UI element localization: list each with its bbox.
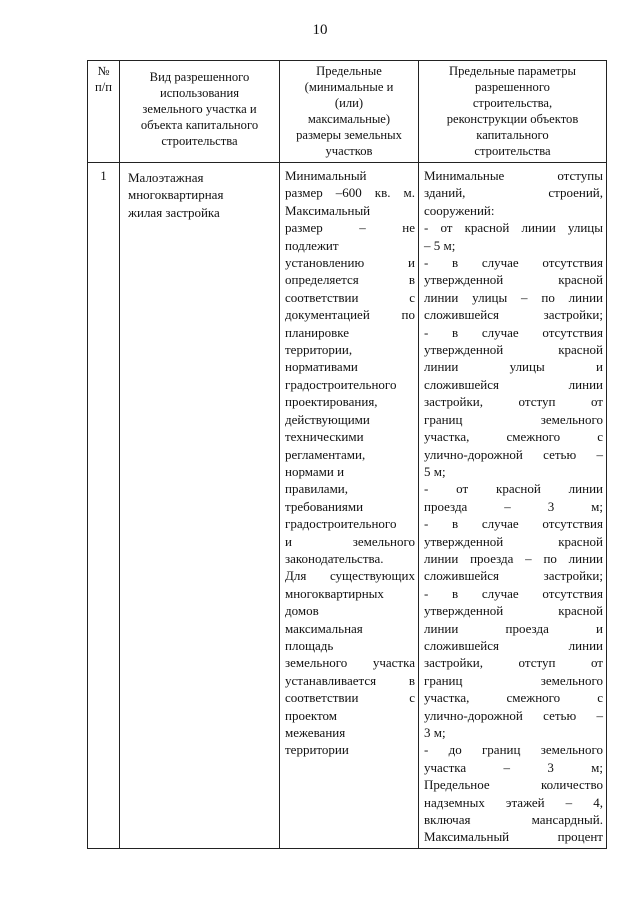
text-line: - от красной линии улицы	[424, 220, 603, 236]
text-line: включая мансардный.	[424, 812, 603, 828]
text-line: сложившейся застройки;	[424, 307, 603, 323]
text-line: размер – не	[285, 220, 415, 236]
text-line: площадь	[285, 637, 334, 653]
text-line: - до границ земельного	[424, 742, 603, 758]
text-line: объекта капитального	[140, 118, 259, 132]
text-line: Предельные	[316, 64, 382, 78]
text-line: многоквартирная	[128, 187, 224, 203]
text-line: правилами,	[285, 481, 349, 497]
text-line: Максимальный	[285, 202, 371, 218]
text-line: сложившейся застройки;	[424, 568, 603, 584]
text-line: строительства,	[472, 96, 553, 110]
text-line: техническими	[285, 429, 364, 445]
text-line: Для существующих	[285, 568, 415, 584]
text-line: установлению и	[285, 255, 415, 271]
text-line: Минимальный	[285, 168, 367, 183]
text-line: планировке	[285, 324, 350, 340]
text-line: нормами и	[285, 463, 345, 479]
text-line: линии улицы – по линии	[424, 289, 603, 305]
text-line: домов	[285, 603, 319, 619]
text-line: линии улицы и	[424, 359, 603, 375]
text-line: (или)	[334, 96, 364, 110]
text-line: определяется в	[285, 272, 415, 288]
text-line: соответствии с	[285, 690, 415, 706]
text-line: Максимальный процент	[424, 829, 603, 845]
text-line: градостроительного	[285, 516, 397, 532]
text-line: 5 м;	[424, 463, 446, 479]
header-use-type	[120, 61, 280, 163]
text-line: территории	[285, 742, 349, 758]
text-line: действующими	[285, 411, 370, 427]
table-row	[88, 163, 607, 849]
text-line: - в случае отсутствия	[424, 324, 603, 340]
text-line: Минимальные отступы	[424, 168, 603, 183]
text-line: сложившейся линии	[424, 376, 603, 392]
text-line: 3 м;	[424, 725, 446, 740]
text-line: земельного участка и	[142, 102, 257, 116]
text-line: утвержденной красной	[424, 272, 603, 288]
text-line: границ земельного	[424, 672, 603, 688]
text-line: документацией по	[285, 307, 415, 323]
text-line: нормативами	[285, 359, 358, 375]
text-line: капитального	[476, 128, 549, 142]
text-line: - в случае отсутствия	[424, 516, 603, 532]
text-line: - в случае отсутствия	[424, 585, 603, 601]
row-params	[419, 163, 607, 849]
text-line: Малоэтажная	[128, 170, 204, 185]
text-line: использования	[159, 86, 240, 100]
text-line: реконструкции объектов	[446, 112, 579, 126]
text-line: соответствии с	[285, 289, 415, 305]
table-header-row	[88, 61, 607, 163]
text-line: улично-дорожной сетью –	[424, 446, 603, 462]
header-params	[419, 61, 607, 163]
text-line: максимальные)	[307, 112, 391, 126]
text-line: и земельного	[285, 533, 415, 549]
text-line: линии проезда – по линии	[424, 550, 603, 566]
text-line: границ земельного	[424, 411, 603, 427]
text-line: – 5 м;	[424, 237, 456, 253]
row-use-type	[120, 163, 280, 849]
text-line: проектом	[285, 707, 338, 723]
text-line: надземных этажей – 4,	[424, 794, 603, 810]
text-line: земельного участка	[285, 655, 415, 671]
text-line: жилая застройка	[128, 204, 220, 220]
text-line: строительства	[474, 144, 551, 158]
text-line: градостроительного	[285, 376, 397, 392]
text-line: утвержденной красной	[424, 342, 603, 358]
text-line: межевания	[285, 725, 346, 740]
text-line: многоквартирных	[285, 585, 384, 601]
header-number	[88, 61, 120, 163]
text-line: участка – 3 м;	[424, 759, 603, 775]
text-line: Предельные параметры	[449, 64, 576, 78]
text-line: подлежит	[285, 237, 339, 253]
text-line: - от красной линии	[424, 481, 603, 497]
row-plot-size	[280, 163, 419, 849]
text-line: п/п	[95, 80, 112, 94]
text-line: застройки, отступ от	[424, 394, 603, 410]
land-use-table	[87, 60, 607, 849]
text-line: №	[97, 64, 110, 78]
text-line: (минимальные и	[304, 80, 394, 94]
text-line: проезда – 3 м;	[424, 498, 603, 514]
text-line: участков	[325, 144, 373, 158]
text-line: размер –600 кв. м.	[285, 185, 415, 201]
text-line: сооружений:	[424, 202, 495, 218]
text-line: Предельное количество	[424, 777, 603, 793]
text-line: размеры земельных	[296, 128, 402, 142]
text-line: линии проезда и	[424, 620, 603, 636]
text-line: утвержденной красной	[424, 603, 603, 619]
text-line: утвержденной красной	[424, 533, 603, 549]
text-line: участка, смежного с	[424, 429, 603, 445]
text-line: зданий, строений,	[424, 185, 603, 201]
text-line: устанавливается в	[285, 672, 415, 688]
text-line: строительства	[161, 134, 238, 148]
page-number: 10	[312, 22, 328, 38]
text-line: - в случае отсутствия	[424, 255, 603, 271]
text-line: требованиями	[285, 498, 364, 514]
text-line: застройки, отступ от	[424, 655, 603, 671]
header-plot-size	[280, 61, 419, 163]
text-line: сложившейся линии	[424, 637, 603, 653]
text-line: законодательства.	[285, 550, 384, 566]
text-line: разрешенного	[475, 80, 550, 94]
text-line: максимальная	[285, 620, 363, 636]
row-number: 1	[88, 163, 120, 849]
text-line: проектирования,	[285, 394, 378, 410]
text-line: Вид разрешенного	[149, 70, 250, 84]
text-line: участка, смежного с	[424, 690, 603, 706]
text-line: улично-дорожной сетью –	[424, 707, 603, 723]
text-line: регламентами,	[285, 446, 366, 462]
text-line: территории,	[285, 342, 353, 358]
